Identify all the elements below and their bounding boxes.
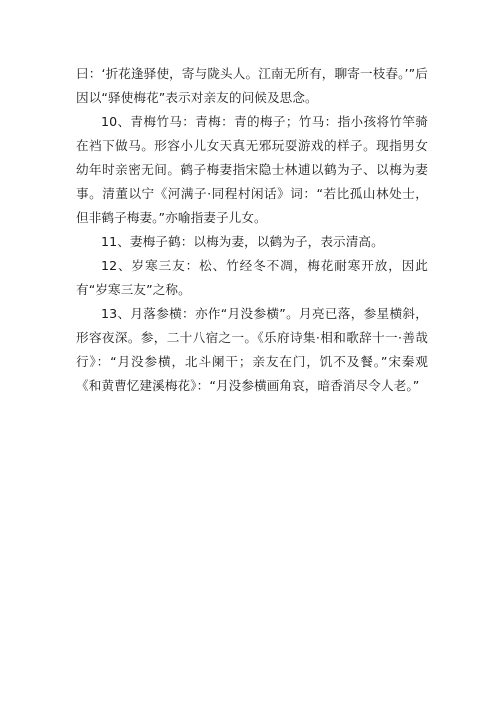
paragraph-item-12: 12、岁寒三友：松、竹经冬不凋，梅花耐寒开放，因此有“岁寒三友”之称。 [76, 258, 428, 297]
paragraph-item-11: 11、妻梅子鹤：以梅为妻，以鹤为子，表示清高。 [101, 234, 384, 249]
paragraph-continuation: 曰：‘折花逢驿使，寄与陇头人。江南无所有，聊寄一枝春。’”后因以“驿使梅花”表示对亲友的问候及思念。 [76, 66, 428, 105]
paragraph-item-13: 13、月落参横：亦作“月没参横”。月亮已落，参星横斜，形容夜深。参，二十八宿之一。《乐府诗集·相和歌辞十一·善哉行》：“月没参横，北斗阑干；亲友在门，饥不及餐。”宋秦观《和黄曹忆建溪梅花》：“月没参横画角哀，暗香消尽令人老。” [76, 306, 428, 393]
document-body [76, 62, 428, 398]
paragraph-item-10: 10、青梅竹马：青梅：青的梅子；竹马：指小孩将竹竿骑在裆下做马。形容小儿女天真无邪玩耍游戏的样子。现指男女幼年时亲密无间。鹤子梅妻指宋隐士林逋以鹤为子、以梅为妻事。清董以宁《河满子·同程村闲话》词：“若比孤山林处士，但非鹤子梅妻。”亦喻指妻子儿女。 [76, 114, 428, 225]
